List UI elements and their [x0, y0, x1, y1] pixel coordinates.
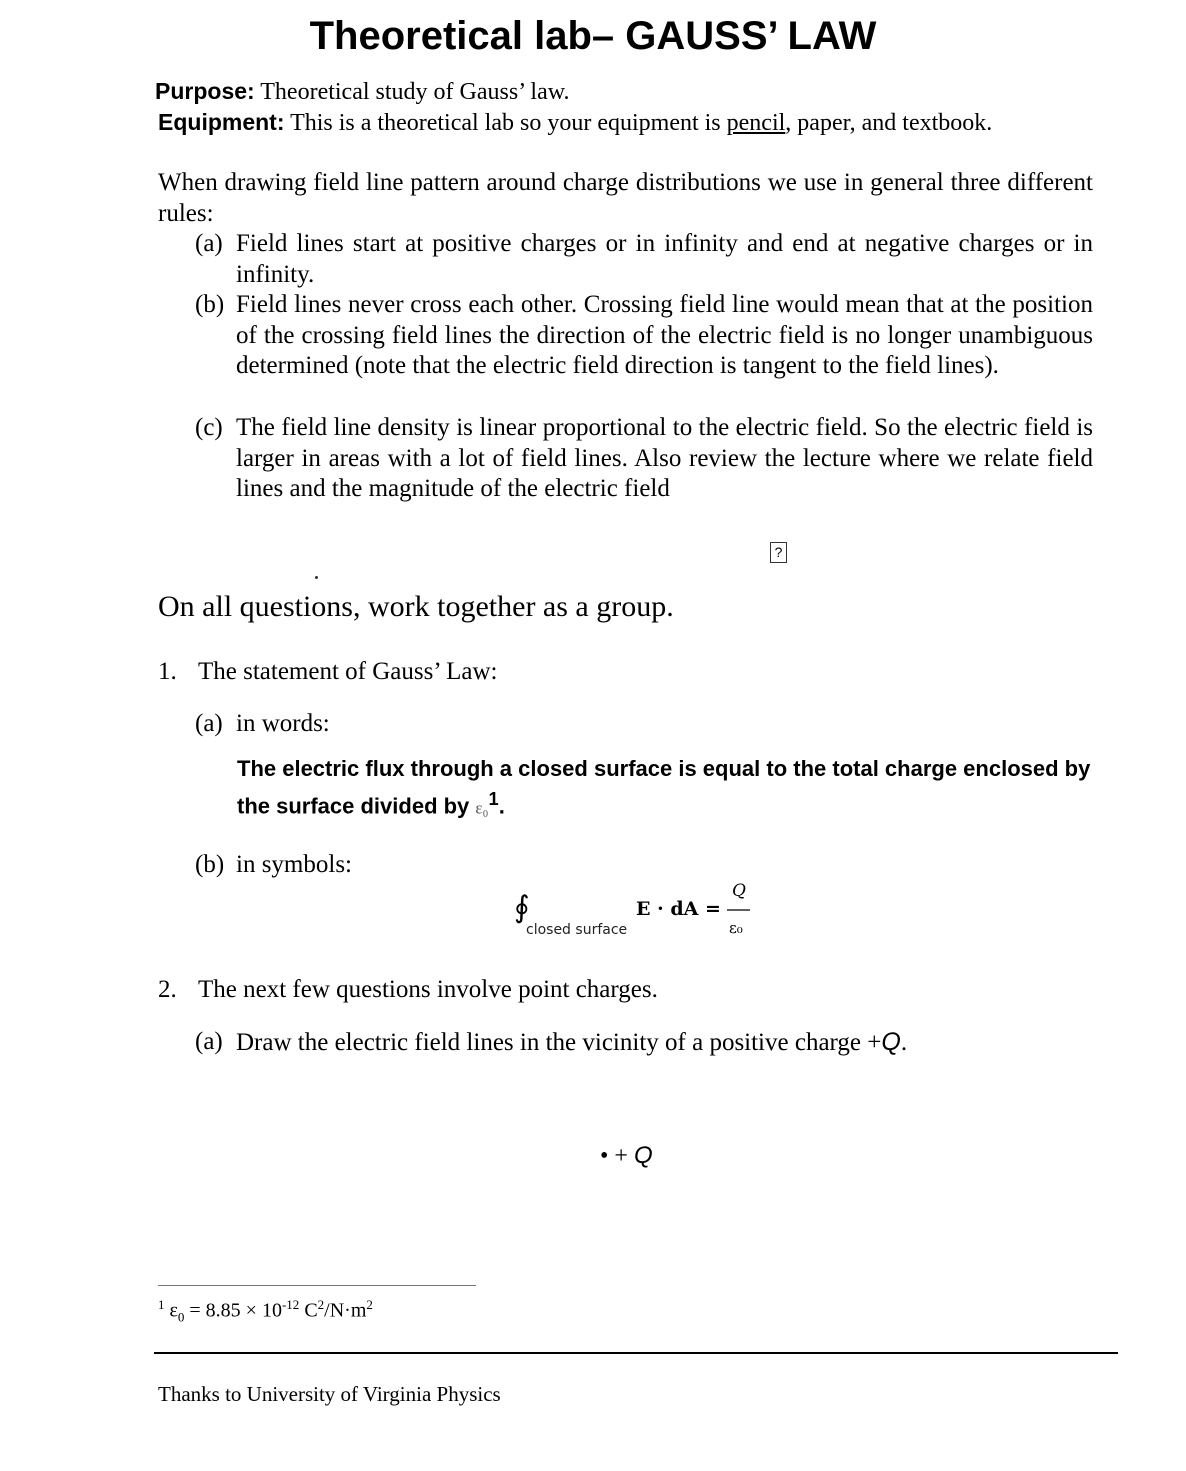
- footnote-units-a: C: [299, 1299, 318, 1322]
- charge-q: Q: [633, 1142, 653, 1169]
- fraction-denominator: ε₀: [729, 919, 743, 937]
- purpose-line: [155, 78, 570, 106]
- page-footer-rule: [154, 1352, 1118, 1354]
- question-number: 2.: [158, 976, 177, 1003]
- footnote-separator: [158, 1285, 476, 1286]
- question-number: 1.: [158, 658, 177, 685]
- footnote-value: = 8.85 × 10: [184, 1299, 282, 1322]
- purpose-text: Theoretical study of Gauss’ law.: [260, 79, 570, 105]
- equipment-text-before: This is a theoretical lab so your equipment is: [290, 110, 727, 136]
- subquestion-text: in symbols:: [236, 851, 352, 878]
- credits: Thanks to University of Virginia Physics: [158, 1382, 501, 1406]
- rule-a: [195, 229, 1093, 290]
- answer-text: The electric flux through a closed surface is equal to the total charge enclosed by the surface divided by: [237, 756, 1091, 819]
- rule-label: (b): [195, 291, 225, 318]
- equipment-line: [158, 109, 992, 137]
- rule-label: (a): [195, 230, 223, 257]
- purpose-label: Purpose:: [155, 78, 255, 104]
- rule-text: Field lines never cross each other. Crossing field line would mean that at the position of the crossing field lines the direction of the electric field is no longer unambiguous determined (note that the electric field direction is tangent to the field lines).: [236, 291, 1093, 379]
- footnote-eps-sub: 0: [177, 1309, 185, 1325]
- rule-text: The field line density is linear proportional to the electric field. So the electric field is larger in areas with a lot of field lines. Also review the lecture where we relate field lines and the magnitude of the electric field: [236, 414, 1093, 502]
- subquestion-text-before: Draw the electric field lines in the vicinity of a positive charge +: [236, 1029, 882, 1056]
- footnote-eps: ε: [169, 1299, 178, 1322]
- subquestion-text: in words:: [236, 710, 330, 737]
- equipment-label: Equipment:: [158, 109, 285, 135]
- footnote-units-a-exp: 2: [317, 1297, 325, 1312]
- answer-end: .: [498, 793, 505, 819]
- rule-label: (c): [195, 414, 223, 441]
- footnote-exponent: -12: [281, 1297, 300, 1312]
- group-note: On all questions, work together as a group.: [158, 590, 674, 623]
- charge-plus: +: [608, 1143, 634, 1169]
- subquestion-label: (a): [195, 1028, 223, 1055]
- integrand: E · dA =: [636, 898, 721, 920]
- stray-dot: [315, 576, 318, 579]
- footnote-number: 1: [158, 1297, 165, 1312]
- rule-text: Field lines start at positive charges or in infinity and end at negative charges or in infinity.: [236, 230, 1093, 288]
- equipment-text-after: , paper, and textbook.: [785, 110, 993, 136]
- integral-subscript: closed surface: [526, 922, 628, 938]
- gauss-law-in-words: [237, 754, 1117, 823]
- charge-symbol: Q: [881, 1028, 901, 1056]
- rule-c: [195, 413, 1093, 505]
- footnote-units-b: /N·m: [324, 1299, 367, 1322]
- intro-paragraph: When drawing field line pattern around charge distributions we use in general three different rules:: [158, 169, 1093, 227]
- subquestion-text: [236, 1028, 907, 1057]
- subquestion-label: (a): [195, 710, 223, 737]
- gauss-law-formula: [510, 877, 770, 939]
- fraction-numerator: Q: [732, 881, 746, 901]
- subquestion-text-after: .: [900, 1029, 908, 1056]
- question-text: The statement of Gauss’ Law:: [198, 658, 498, 685]
- positive-charge: [600, 1142, 653, 1170]
- equipment-underlined: pencil: [726, 110, 786, 136]
- missing-image-icon: ?: [770, 542, 787, 563]
- epsilon-symbol: ε₀: [475, 798, 489, 818]
- rule-b: [195, 290, 1093, 382]
- footnote-units-b-exp: 2: [366, 1297, 373, 1312]
- footnote-marker: 1: [488, 788, 499, 809]
- question-text: The next few questions involve point charges.: [198, 976, 658, 1003]
- subquestion-label: (b): [195, 851, 225, 878]
- closed-integral-symbol: ∮: [514, 890, 530, 925]
- page-title: Theoretical lab– GAUSS’ LAW: [309, 14, 877, 58]
- charge-dot: •: [600, 1143, 609, 1169]
- footnote: [158, 1297, 373, 1326]
